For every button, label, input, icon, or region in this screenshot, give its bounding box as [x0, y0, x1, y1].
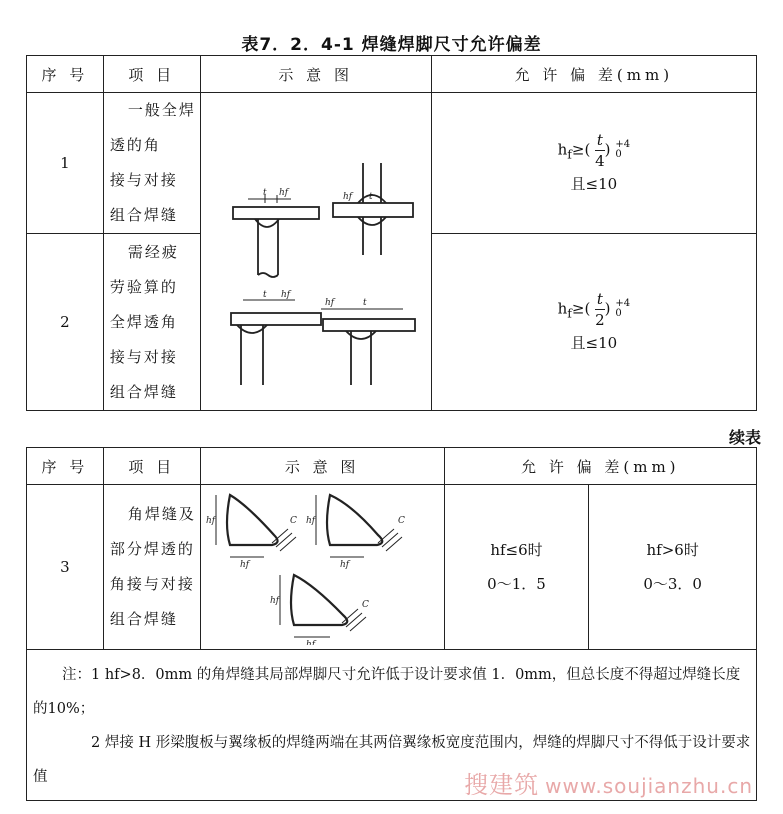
item-line: 组合焊缝	[109, 382, 178, 401]
diagram-cell	[200, 93, 431, 411]
label-c: C	[398, 516, 406, 526]
table-title: 表7．2．4-1 焊缝焊脚尺寸允许偏差	[241, 35, 542, 55]
label-hf: hf	[306, 516, 316, 526]
item-line: 接与对接	[109, 347, 178, 366]
diagram-cell	[200, 485, 444, 650]
deviation-limit: 且≤10	[570, 174, 618, 193]
fillet-weld-figure	[202, 485, 442, 645]
label-t: t	[362, 297, 367, 308]
watermark-url: www.soujianzhu.cn	[545, 774, 753, 798]
deviation-cell-large	[589, 485, 757, 650]
header-no: 序 号	[27, 448, 104, 485]
note-2: 2 焊接 H 形梁腹板与翼缘板的焊缝两端在其两倍翼缘板宽度范围内，焊缝的焊脚尺寸不得低于设计要求值	[33, 735, 751, 785]
item-line: 角焊缝及	[127, 505, 196, 523]
header-row	[27, 56, 757, 93]
header-row	[27, 448, 757, 485]
deviation-condition: hf≤6时	[490, 541, 543, 559]
row-item	[103, 485, 200, 650]
item-line: 接与对接	[109, 171, 178, 189]
label-hf: hf	[324, 297, 334, 308]
row-no: 2	[27, 234, 104, 411]
label-hf: hf	[278, 187, 288, 198]
header-deviation: 允 许 偏 差(mm)	[431, 56, 756, 93]
item-line: 角接与对接	[109, 575, 195, 593]
deviation-table	[26, 55, 757, 411]
item-line: 需经疲	[127, 242, 179, 261]
watermark	[464, 765, 753, 800]
header-no: 序 号	[27, 56, 104, 93]
item-line: 组合焊缝	[109, 206, 178, 224]
label-t: t	[368, 191, 373, 202]
table-row	[27, 93, 757, 234]
item-line: 劳验算的	[109, 277, 178, 296]
watermark-text: 搜建筑	[464, 771, 540, 799]
header-item: 项 目	[103, 448, 200, 485]
deviation-cell	[431, 93, 756, 234]
item-line: 组合焊缝	[109, 610, 178, 628]
row-item	[103, 234, 200, 411]
header-diagram: 示 意 图	[200, 56, 431, 93]
header-diagram: 示 意 图	[200, 448, 444, 485]
deviation-condition: hf>6时	[646, 541, 699, 559]
deviation-formula: $h_f\ge$( $\frac{t}{4}$ ) +4 0	[557, 130, 631, 170]
continued-label: 续表	[728, 428, 761, 447]
deviation-cell-small	[444, 485, 589, 650]
item-line: 全焊透角	[109, 312, 178, 331]
label-hf: hf	[240, 560, 250, 570]
label-t: t	[262, 289, 267, 300]
label-hf: hf	[270, 596, 280, 606]
note-1: 注：1 hf>8．0mm 的角焊缝其局部焊脚尺寸允许低于设计要求值 1．0mm，但总长度不得超过焊缝长度的10%；	[33, 667, 741, 717]
deviation-range: 0～1．5	[487, 575, 546, 593]
table-row	[27, 485, 757, 650]
row-no: 3	[27, 485, 104, 650]
label-t: t	[262, 187, 267, 198]
deviation-range: 0～3．0	[643, 575, 702, 593]
label-hf: hf	[340, 560, 350, 570]
label-hf: hf	[306, 640, 316, 645]
row-no: 1	[27, 93, 104, 234]
item-line: 透的角	[109, 136, 161, 154]
label-c: C	[362, 600, 370, 610]
weld-diagram-figure	[203, 95, 429, 405]
header-item: 项 目	[103, 56, 200, 93]
deviation-cell	[431, 234, 756, 411]
deviation-limit: 且≤10	[570, 333, 618, 352]
header-deviation: 允 许 偏 差(mm)	[444, 448, 756, 485]
label-hf: hf	[342, 191, 352, 202]
label-c: C	[290, 516, 298, 526]
row-item	[103, 93, 200, 234]
deviation-formula: $h_f\ge$( $\frac{t}{2}$ ) +4 0	[557, 289, 631, 329]
item-line: 一般全焊	[127, 101, 196, 119]
label-hf: hf	[280, 289, 290, 300]
item-line: 部分焊透的	[109, 540, 195, 558]
continued-table	[26, 447, 757, 801]
label-hf: hf	[206, 516, 216, 526]
